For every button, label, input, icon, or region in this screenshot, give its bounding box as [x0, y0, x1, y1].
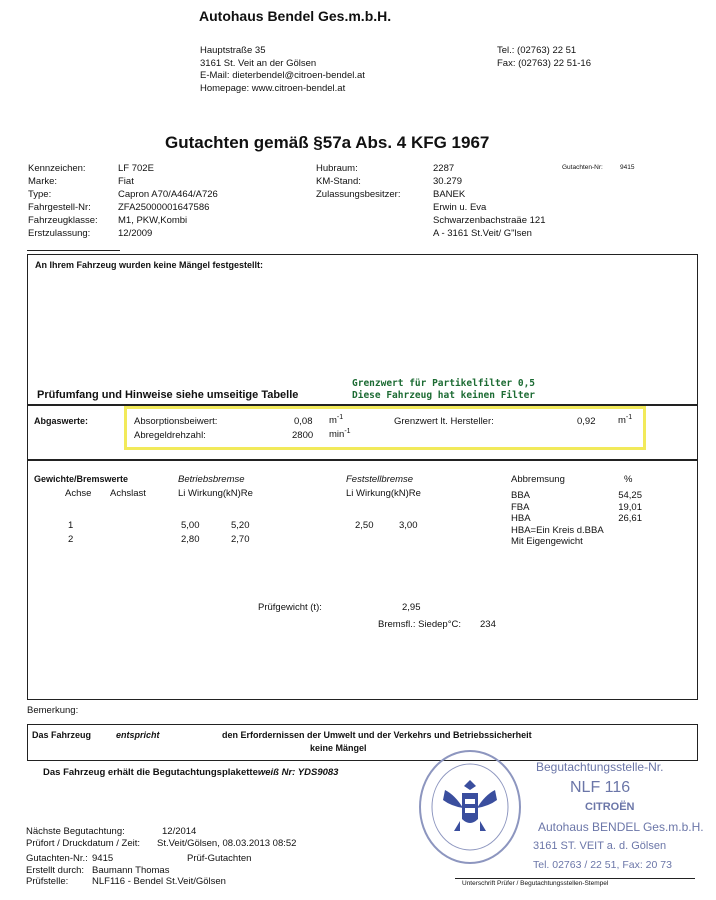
abbr-label: BBA	[511, 490, 531, 501]
value-owner-line: Erwin u. Eva	[433, 202, 487, 213]
percent-heading: %	[624, 474, 633, 485]
value-hubraum: 2287	[433, 163, 455, 174]
pruefgewicht-value: 2,95	[402, 602, 421, 613]
filter-note	[352, 378, 535, 402]
address-line: 3161 St. Veit an der Gölsen	[200, 57, 317, 69]
value-owner-line: Schwarzenbachstraäe 121	[433, 215, 546, 226]
signature-line	[455, 878, 695, 879]
value-erstzulassung: 12/2009	[118, 228, 153, 239]
footer-value: St.Veit/Gölsen, 08.03.2013 08:52	[157, 837, 297, 849]
grenzwert-value: 0,92	[577, 416, 596, 427]
plakette-text: Das Fahrzeug erhält die Begutachtungsplakette	[43, 767, 258, 778]
plakette-line	[43, 767, 338, 778]
divider	[28, 459, 698, 461]
company-tel: Tel.: (02763) 22 51	[497, 45, 577, 56]
table-cell: 5,00	[181, 520, 200, 531]
table-cell: 2,80	[181, 534, 200, 545]
defects-text: An Ihrem Fahrzeug wurden keine Mängel festgestellt:	[35, 260, 264, 270]
homepage-line: Homepage: www.citroen-bendel.at	[200, 82, 346, 94]
unit-text: min	[329, 429, 345, 441]
value-fahrzeugklasse: M1, PKW,Kombi	[118, 215, 188, 226]
table-cell: 2,70	[231, 534, 250, 545]
divider	[27, 250, 120, 251]
footer-label: Nächste Begutachtung:	[26, 826, 125, 837]
footer-value: 9415	[92, 853, 114, 864]
vehicle-values-right	[433, 162, 546, 240]
stamp-line: NLF 116	[570, 779, 631, 796]
unit-text: m	[329, 415, 337, 427]
abbr-value: 26,61	[618, 513, 642, 524]
value-fahrgestell: ZFA25000001647586	[118, 202, 210, 213]
verdict-text: den Erfordernissen der Umwelt und der Verkehrs und Betriebssicherheit	[222, 730, 532, 740]
value-owner-name: BANEK	[433, 189, 466, 200]
company-fax: Fax: (02763) 22 51-16	[497, 58, 592, 69]
stamp-line: 3161 ST. VEIT a. d. Gölsen	[533, 840, 667, 852]
table-cell: 3,00	[399, 520, 418, 531]
footer-label: Erstellt durch:	[26, 864, 85, 876]
footer-value: Prüf-Gutachten	[187, 853, 252, 864]
label-fahrzeugklasse: Fahrzeugklasse:	[28, 215, 98, 226]
abbremsung-values	[612, 490, 642, 525]
value-km-stand: 30.279	[433, 176, 463, 187]
abbr-value: 54,25	[618, 490, 642, 501]
label-erstzulassung: Erstzulassung:	[28, 228, 91, 239]
label-hubraum: Hubraum:	[316, 163, 358, 174]
hba-note: Mit Eigengewicht	[511, 536, 583, 547]
footer-value: Baumann Thomas	[92, 864, 170, 876]
vehicle-values-left	[118, 162, 218, 240]
label-km-stand: KM-Stand:	[316, 176, 361, 187]
abregel-value: 2800	[292, 430, 314, 441]
footer-label: Gutachten-Nr.:	[26, 853, 88, 864]
filter-note-line: Grenzwert für Partikelfilter 0,5	[352, 378, 536, 389]
unit-exponent: -1	[336, 414, 344, 421]
footer-value: NLF116 - Bendel St.Veit/Gölsen	[92, 876, 226, 887]
abregel-unit	[329, 428, 351, 440]
unit-exponent: -1	[344, 428, 351, 435]
value-kennzeichen: LF 702E	[118, 163, 154, 174]
absorption-label: Absorptionsbeiwert:	[134, 416, 218, 427]
abgas-highlight	[124, 406, 646, 450]
table-cell: 5,20	[231, 520, 250, 531]
stamp-line: Begutachtungsstelle-Nr.	[536, 760, 664, 774]
abbremsung-heading: Abbremsung	[511, 474, 565, 485]
gutachten-nr-label: Gutachten-Nr:	[562, 164, 603, 171]
verdict-status: entspricht	[116, 730, 160, 740]
company-address	[200, 45, 365, 95]
value-marke: Fiat	[118, 176, 134, 187]
label-zulassungsbesitzer: Zulassungsbesitzer:	[316, 189, 401, 200]
wirkung-heading: Li Wirkung(kN)Re	[346, 488, 421, 499]
bemerkung-label: Bemerkung:	[27, 705, 79, 716]
grenzwert-label: Grenzwert lt. Hersteller:	[394, 416, 494, 427]
value-owner-line: A - 3161 St.Veit/ G"lsen	[433, 228, 532, 239]
abbr-label: HBA	[511, 513, 531, 524]
stamp-line: CITROËN	[585, 801, 635, 813]
label-type: Type:	[28, 189, 52, 200]
stamp-line: Tel. 02763 / 22 51, Fax: 20 73	[533, 859, 672, 871]
abbr-label: FBA	[511, 501, 530, 513]
brakes-title: Gewichte/Bremswerte	[34, 474, 129, 484]
stamp-caption: Unterschrift Prüfer / Begutachtungsstellen-Stempel	[462, 880, 609, 887]
wirkung-heading: Li Wirkung(kN)Re	[178, 488, 253, 499]
grenzwert-unit	[618, 414, 632, 426]
pruefgewicht-label: Prüfgewicht (t):	[258, 602, 322, 613]
abbremsung-labels	[511, 490, 604, 548]
table-row-achse: 2	[68, 534, 74, 545]
stamp-line: Autohaus BENDEL Ges.m.b.H.	[538, 820, 704, 834]
document-title: Gutachten gemäß §57a Abs. 4 KFG 1967	[165, 133, 490, 152]
unit-exponent: -1	[625, 414, 633, 421]
unit-text: m	[618, 415, 626, 427]
gutachten-nr-value: 9415	[620, 164, 635, 171]
label-marke: Marke:	[28, 176, 58, 187]
filter-note-line: Diese Fahrzeug hat keinen Filter	[352, 390, 536, 401]
betrieb-heading: Betriebsbremse	[178, 474, 245, 485]
label-kennzeichen: Kennzeichen:	[28, 163, 86, 174]
austrian-eagle-seal-icon	[415, 745, 525, 875]
achslast-heading: Achslast	[110, 488, 146, 499]
vehicle-labels-right	[316, 162, 400, 201]
abgas-label: Abgaswerte:	[34, 416, 89, 426]
company-name: Autohaus Bendel Ges.m.b.H.	[199, 8, 392, 24]
verdict-line2: keine Mängel	[310, 743, 367, 753]
address-line: Hauptstraße 35	[200, 45, 266, 56]
abregel-label: Abregeldrehzahl:	[134, 430, 206, 441]
vehicle-labels-left	[28, 162, 98, 240]
table-cell: 2,50	[355, 520, 374, 531]
verdict-label: Das Fahrzeug	[32, 730, 92, 740]
hba-note: HBA=Ein Kreis d.BBA	[511, 524, 604, 536]
label-fahrgestell: Fahrgestell-Nr:	[28, 202, 91, 213]
feststell-heading: Feststellbremse	[346, 474, 414, 485]
abbr-value: 19,01	[618, 501, 642, 513]
footer-value: 12/2014	[162, 826, 197, 837]
siedep-label: Bremsfl.: Siedep°C:	[378, 619, 461, 630]
plakette-value: weiß Nr: YDS9083	[257, 767, 339, 778]
absorption-value: 0,08	[294, 416, 313, 427]
absorption-unit	[329, 414, 343, 426]
footer-label: Prüfstelle:	[26, 876, 69, 887]
siedep-value: 234	[480, 619, 496, 630]
achse-heading: Achse	[65, 488, 92, 499]
footer-label: Prüfort / Druckdatum / Zeit:	[26, 837, 141, 849]
value-type: Capron A70/A464/A726	[118, 189, 218, 200]
email-line: E-Mail: dieterbendel@citroen-bendel.at	[200, 70, 365, 81]
pruefumfang-text: Prüfumfang und Hinweise siehe umseitige Tabelle	[37, 389, 299, 401]
table-row-achse: 1	[68, 520, 74, 531]
